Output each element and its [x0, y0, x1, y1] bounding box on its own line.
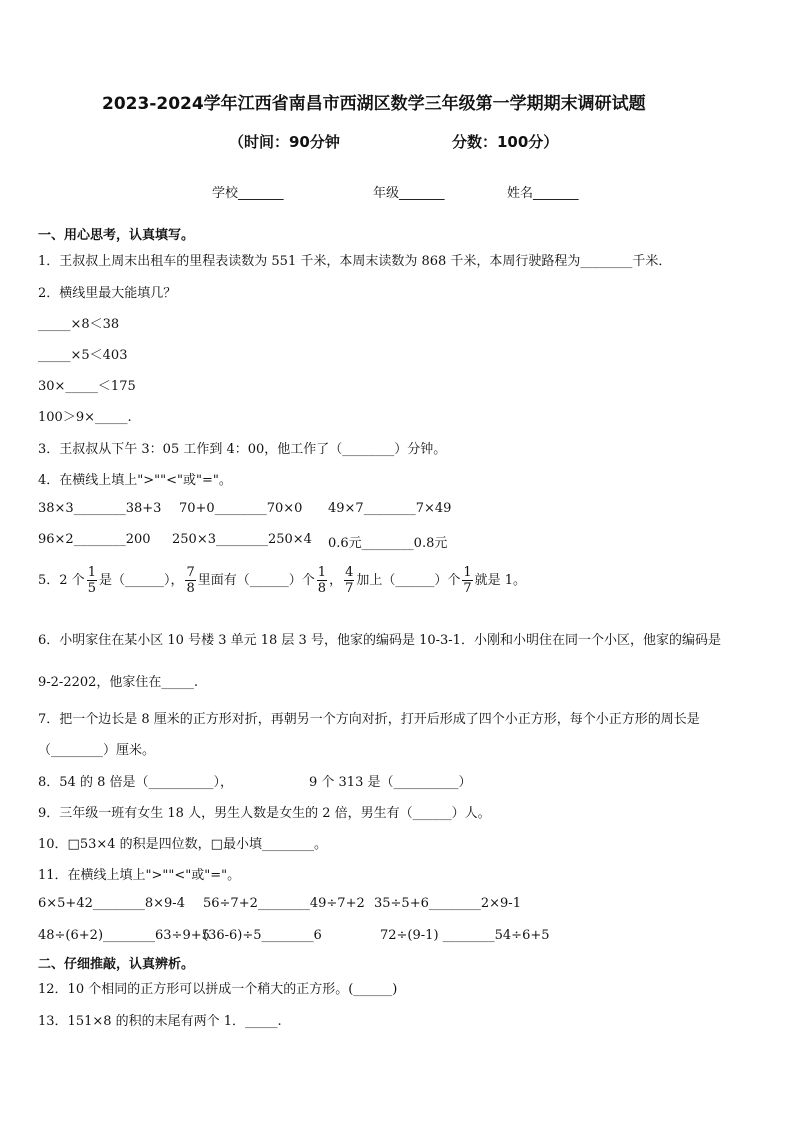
section-1-heading: 一、用心思考，认真填写。 [38, 228, 195, 243]
question-4-cell: 250×3________250×4 [172, 532, 312, 547]
question-2: 2．横线里最大能填几？ [38, 286, 177, 301]
question-5-text: 里面有（______）个 [197, 573, 315, 588]
question-5-text: 是（______）， [98, 573, 184, 588]
question-8-part-a: 8．54 的 8 倍是（__________）， [38, 775, 233, 790]
question-11-cell: (36-6)÷5________6 [203, 928, 322, 943]
grade-field: 年级_______ [373, 186, 445, 201]
question-5-text: 就是 1。 [474, 573, 527, 588]
question-4-cell: 0.6元________0.8元 [328, 536, 448, 551]
question-12: 12．10 个相同的正方形可以拼成一个稍大的正方形。(______) [38, 982, 398, 997]
question-6-line-1: 6．小明家住在某小区 10 号楼 3 单元 18 层 3 号，他家的编码是 10-3-1．小刚和小明住在同一个小区，他家的编码是 [38, 633, 721, 648]
exam-time: （时间：90分钟 [229, 133, 340, 151]
question-8-part-b: 9 个 313 是（__________） [309, 775, 472, 790]
fraction: $\frac{4}{7}$ [345, 565, 354, 596]
page-title: 2023-2024学年江西省南昌市西湖区数学三年级第一学期期末调研试题 [102, 94, 646, 114]
question-3: 3．王叔叔从下午 3：05 工作到 4：00，他工作了（________）分钟。 [38, 442, 447, 457]
question-11-cell: 6×5+42________8×9-4 [38, 896, 185, 911]
question-1: 1．王叔叔上周末出租车的里程表读数为 551 千米，本周末读数为 868 千米，本周行驶路程为________千米． [38, 254, 672, 269]
question-11-cell: 72÷(9-1) ________54÷6+5 [380, 928, 550, 943]
section-2-heading: 二、仔细推敲，认真辨析。 [38, 957, 195, 972]
question-11-cell: 56÷7+2________49÷7+2 [203, 896, 365, 911]
question-11-cell: 35÷5+6________2×9-1 [374, 896, 521, 911]
exam-score: 分数：100分） [452, 133, 559, 151]
question-5-text: 加上（______）个 [356, 573, 461, 588]
question-6-line-2: 9-2-2202，他家住在_____. [38, 675, 199, 690]
question-2-item-a: _____×8＜38 [38, 317, 120, 332]
question-2-item-d: 100＞9×_____. [38, 410, 132, 425]
fraction: $\frac{1}{8}$ [317, 565, 327, 596]
question-5 [38, 566, 526, 595]
school-field: 学校_______ [212, 186, 284, 201]
question-4-cell: 49×7________7×49 [328, 501, 452, 516]
question-4: 4．在横线上填上">""<"或"="。 [38, 473, 232, 488]
question-7-line-2: （________）厘米。 [38, 743, 156, 758]
question-4-cell: 70+0________70×0 [179, 501, 303, 516]
question-5-text: ， [329, 573, 343, 588]
question-9: 9．三年级一班有女生 18 人，男生人数是女生的 2 倍，男生有（______）人。 [38, 806, 491, 821]
question-2-item-b: _____×5＜403 [38, 348, 128, 363]
fraction: $\frac{7}{8}$ [186, 565, 195, 596]
question-11-cell: 48÷(6+2)________63÷9+5 [38, 928, 210, 943]
question-4-cell: 96×2________200 [38, 532, 151, 547]
question-4-cell: 38×3________38+3 [38, 501, 162, 516]
question-5-text: 5．2 个 [38, 573, 85, 588]
name-field: 姓名_______ [507, 186, 579, 201]
question-13: 13．151×8 的积的末尾有两个 1．_____. [38, 1014, 282, 1029]
question-10: 10．□53×4 的积是四位数，□最小填________。 [38, 837, 327, 852]
fraction: $\frac{1}{7}$ [463, 565, 472, 596]
question-11: 11．在横线上填上">""<"或"="。 [38, 868, 241, 883]
question-2-item-c: 30×_____＜175 [38, 379, 136, 394]
question-7-line-1: 7．把一个边长是 8 厘米的正方形对折，再朝另一个方向对折，打开后形成了四个小正方形，每个小正方形的周长是 [38, 712, 700, 727]
fraction: $\frac{1}{5}$ [87, 565, 96, 596]
